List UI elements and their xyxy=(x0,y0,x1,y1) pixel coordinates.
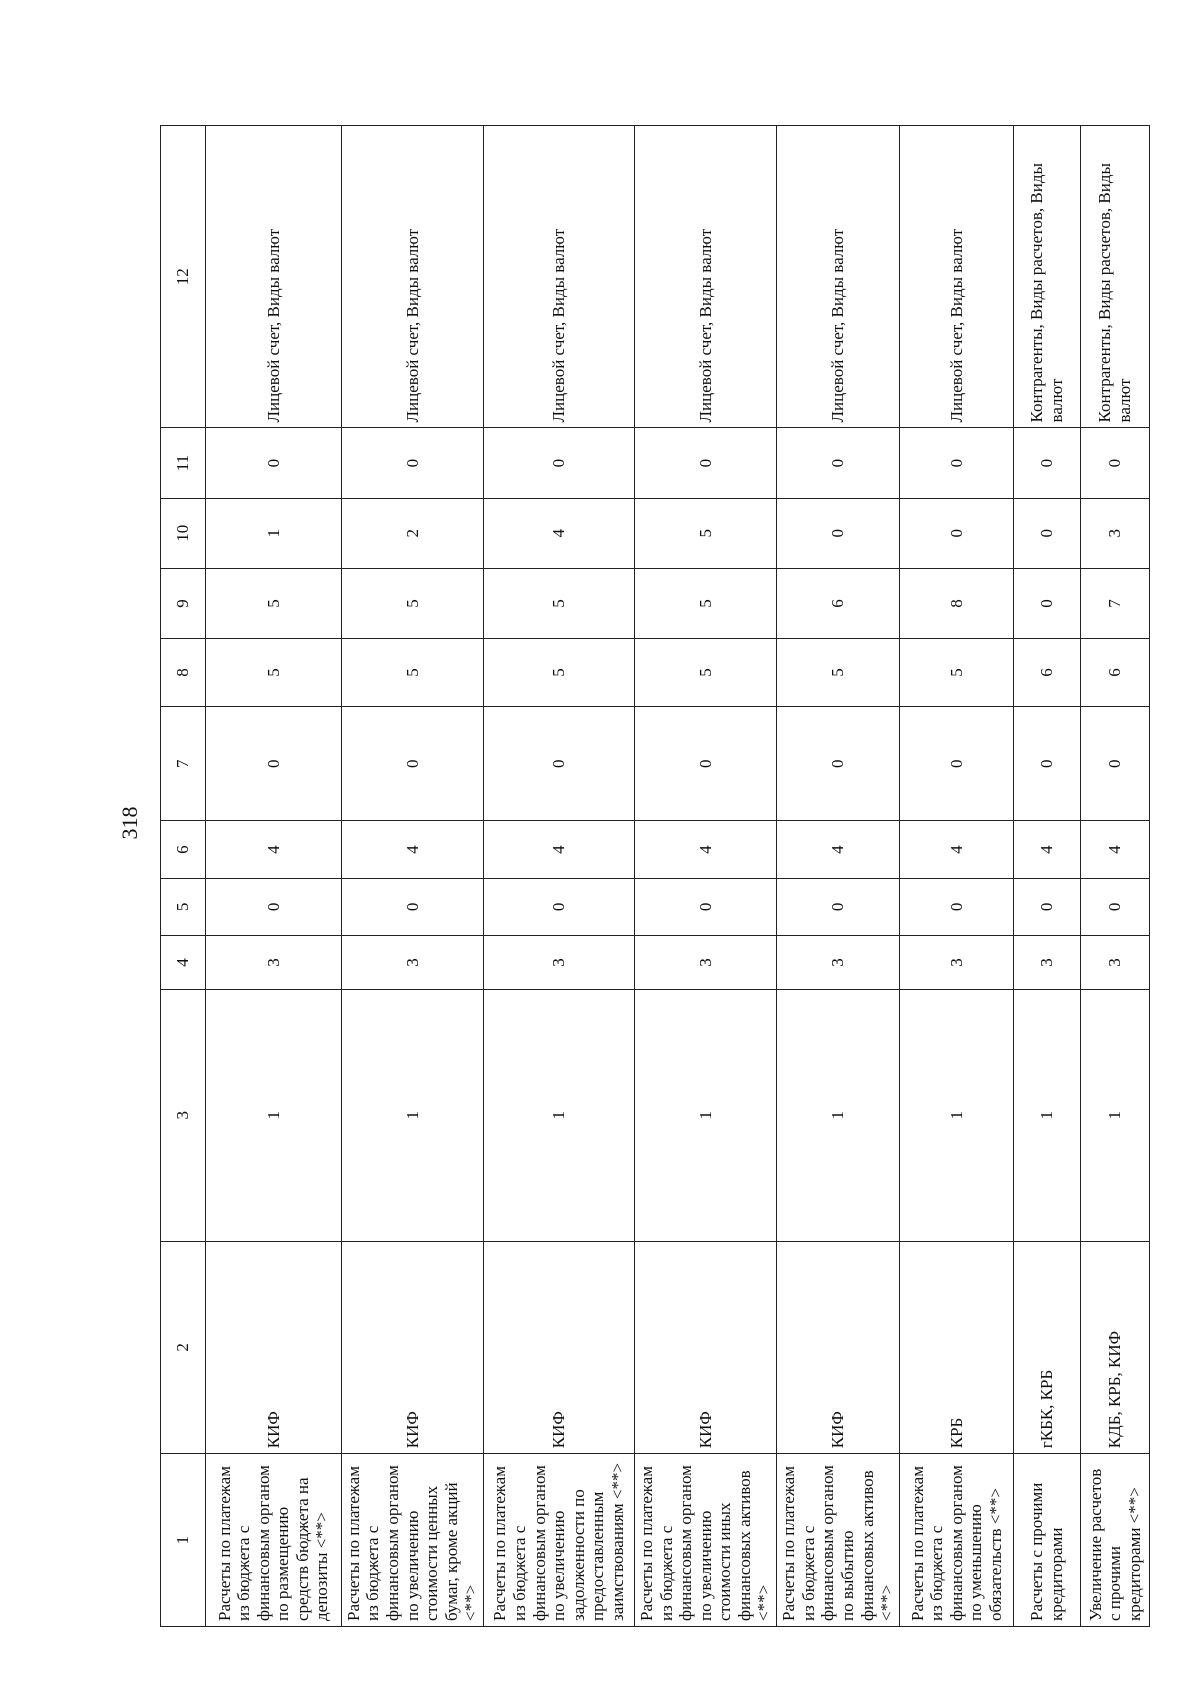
code-cell: 0 xyxy=(777,498,900,568)
code-cell: 5 xyxy=(899,639,1013,707)
code-cell: 0 xyxy=(1080,878,1149,935)
account-name-cell: Расчеты по платежам из бюджета с финансовым органом по выбытию финансовых активов <**> xyxy=(777,1454,900,1627)
analytics-cell: Контрагенты, Виды расчетов, Виды валют xyxy=(1014,126,1080,428)
code-cell: 3 xyxy=(1014,935,1080,989)
analytics-cell: Лицевой счет, Виды валют xyxy=(634,126,776,428)
analytics-cell: Лицевой счет, Виды валют xyxy=(484,126,635,428)
code-cell: 0 xyxy=(484,428,635,498)
accounts-table xyxy=(160,125,1150,1627)
account-name-cell: Расчеты по платежам из бюджета с финансовым органом по увеличению задолженности по предоставленным заимствованиям <**> xyxy=(484,1454,635,1627)
code-cell: 4 xyxy=(899,821,1013,878)
code-cell: 4 xyxy=(341,821,483,878)
account-name-cell: Увеличение расчетов с прочими кредиторами <**> xyxy=(1080,1454,1149,1627)
code-cell: 3 xyxy=(777,935,900,989)
account-name-cell: Расчеты с прочими кредиторами xyxy=(1014,1454,1080,1627)
code-cell: 1 xyxy=(634,989,776,1241)
code-cell: 0 xyxy=(899,878,1013,935)
code-cell: 5 xyxy=(484,568,635,638)
code-cell: 4 xyxy=(484,498,635,568)
code-cell: 0 xyxy=(1080,707,1149,821)
account-name-cell: Расчеты по платежам из бюджета с финансовым органом по уменьшению обязательств <**> xyxy=(899,1454,1013,1627)
table-row xyxy=(777,126,900,1627)
code-cell: 0 xyxy=(1014,428,1080,498)
account-name-cell: Расчеты по платежам из бюджета с финансовым органом по увеличению стоимости ценных бумаг, кроме акций <**> xyxy=(341,1454,483,1627)
code-cell: 3 xyxy=(634,935,776,989)
header-cell: 12 xyxy=(161,126,206,428)
rotated-table-wrapper xyxy=(160,125,1150,1627)
code-cell: 0 xyxy=(899,428,1013,498)
code-cell: 1 xyxy=(899,989,1013,1241)
code-cell: 1 xyxy=(1014,989,1080,1241)
analytics-cell: Лицевой счет, Виды валют xyxy=(206,126,342,428)
header-cell: 4 xyxy=(161,935,206,989)
classifier-cell: КИФ xyxy=(634,1241,776,1454)
header-cell: 11 xyxy=(161,428,206,498)
code-cell: 0 xyxy=(1014,878,1080,935)
header-cell: 9 xyxy=(161,568,206,638)
code-cell: 0 xyxy=(206,707,342,821)
code-cell: 4 xyxy=(777,821,900,878)
header-cell: 3 xyxy=(161,989,206,1241)
table-row xyxy=(634,126,776,1627)
code-cell: 6 xyxy=(777,568,900,638)
code-cell: 0 xyxy=(341,707,483,821)
code-cell: 5 xyxy=(341,568,483,638)
account-name-cell: Расчеты по платежам из бюджета с финансовым органом по увеличению стоимости иных финансовых активов <**> xyxy=(634,1454,776,1627)
code-cell: 4 xyxy=(1080,821,1149,878)
table-row xyxy=(206,126,342,1627)
code-cell: 3 xyxy=(899,935,1013,989)
header-cell: 6 xyxy=(161,821,206,878)
code-cell: 1 xyxy=(341,989,483,1241)
code-cell: 0 xyxy=(484,878,635,935)
code-cell: 7 xyxy=(1080,568,1149,638)
header-cell: 2 xyxy=(161,1241,206,1454)
code-cell: 5 xyxy=(341,639,483,707)
code-cell: 1 xyxy=(206,989,342,1241)
code-cell: 3 xyxy=(206,935,342,989)
code-cell: 0 xyxy=(206,428,342,498)
code-cell: 0 xyxy=(634,707,776,821)
code-cell: 4 xyxy=(1014,821,1080,878)
code-cell: 5 xyxy=(206,568,342,638)
code-cell: 0 xyxy=(899,707,1013,821)
code-cell: 3 xyxy=(341,935,483,989)
code-cell: 0 xyxy=(899,498,1013,568)
code-cell: 3 xyxy=(1080,935,1149,989)
analytics-cell: Контрагенты, Виды расчетов, Виды валют xyxy=(1080,126,1149,428)
analytics-cell: Лицевой счет, Виды валют xyxy=(777,126,900,428)
code-cell: 0 xyxy=(634,428,776,498)
code-cell: 0 xyxy=(1014,498,1080,568)
classifier-cell: КДБ, КРБ, КИФ xyxy=(1080,1241,1149,1454)
code-cell: 8 xyxy=(899,568,1013,638)
code-cell: 5 xyxy=(634,568,776,638)
code-cell: 1 xyxy=(1080,989,1149,1241)
code-cell: 3 xyxy=(1080,498,1149,568)
code-cell: 0 xyxy=(1014,707,1080,821)
header-cell: 10 xyxy=(161,498,206,568)
code-cell: 0 xyxy=(341,428,483,498)
analytics-cell: Лицевой счет, Виды валют xyxy=(341,126,483,428)
code-cell: 0 xyxy=(1014,568,1080,638)
code-cell: 0 xyxy=(484,707,635,821)
classifier-cell: КИФ xyxy=(484,1241,635,1454)
code-cell: 3 xyxy=(484,935,635,989)
classifier-cell: КИФ xyxy=(777,1241,900,1454)
code-cell: 4 xyxy=(484,821,635,878)
code-cell: 0 xyxy=(341,878,483,935)
account-name-cell: Расчеты по платежам из бюджета с финансовым органом по размещению средств бюджета на депозиты <**> xyxy=(206,1454,342,1627)
code-cell: 5 xyxy=(777,639,900,707)
code-cell: 6 xyxy=(1080,639,1149,707)
code-cell: 0 xyxy=(777,707,900,821)
code-cell: 5 xyxy=(206,639,342,707)
code-cell: 5 xyxy=(634,498,776,568)
classifier-cell: КИФ xyxy=(341,1241,483,1454)
code-cell: 4 xyxy=(634,821,776,878)
code-cell: 5 xyxy=(634,639,776,707)
classifier-cell: КРБ xyxy=(899,1241,1013,1454)
header-cell: 8 xyxy=(161,639,206,707)
code-cell: 2 xyxy=(341,498,483,568)
code-cell: 6 xyxy=(1014,639,1080,707)
header-row xyxy=(161,126,206,1627)
classifier-cell: гКБК, КРБ xyxy=(1014,1241,1080,1454)
code-cell: 5 xyxy=(484,639,635,707)
header-cell: 5 xyxy=(161,878,206,935)
page-number: 318 xyxy=(117,806,142,840)
header-cell: 1 xyxy=(161,1454,206,1627)
table-row xyxy=(484,126,635,1627)
table-row xyxy=(899,126,1013,1627)
table-row xyxy=(1080,126,1149,1627)
code-cell: 1 xyxy=(777,989,900,1241)
code-cell: 1 xyxy=(206,498,342,568)
table-row xyxy=(341,126,483,1627)
table-row xyxy=(1014,126,1080,1627)
code-cell: 1 xyxy=(484,989,635,1241)
code-cell: 0 xyxy=(1080,428,1149,498)
code-cell: 4 xyxy=(206,821,342,878)
analytics-cell: Лицевой счет, Виды валют xyxy=(899,126,1013,428)
code-cell: 0 xyxy=(777,878,900,935)
header-cell: 7 xyxy=(161,707,206,821)
code-cell: 0 xyxy=(777,428,900,498)
code-cell: 0 xyxy=(634,878,776,935)
code-cell: 0 xyxy=(206,878,342,935)
classifier-cell: КИФ xyxy=(206,1241,342,1454)
